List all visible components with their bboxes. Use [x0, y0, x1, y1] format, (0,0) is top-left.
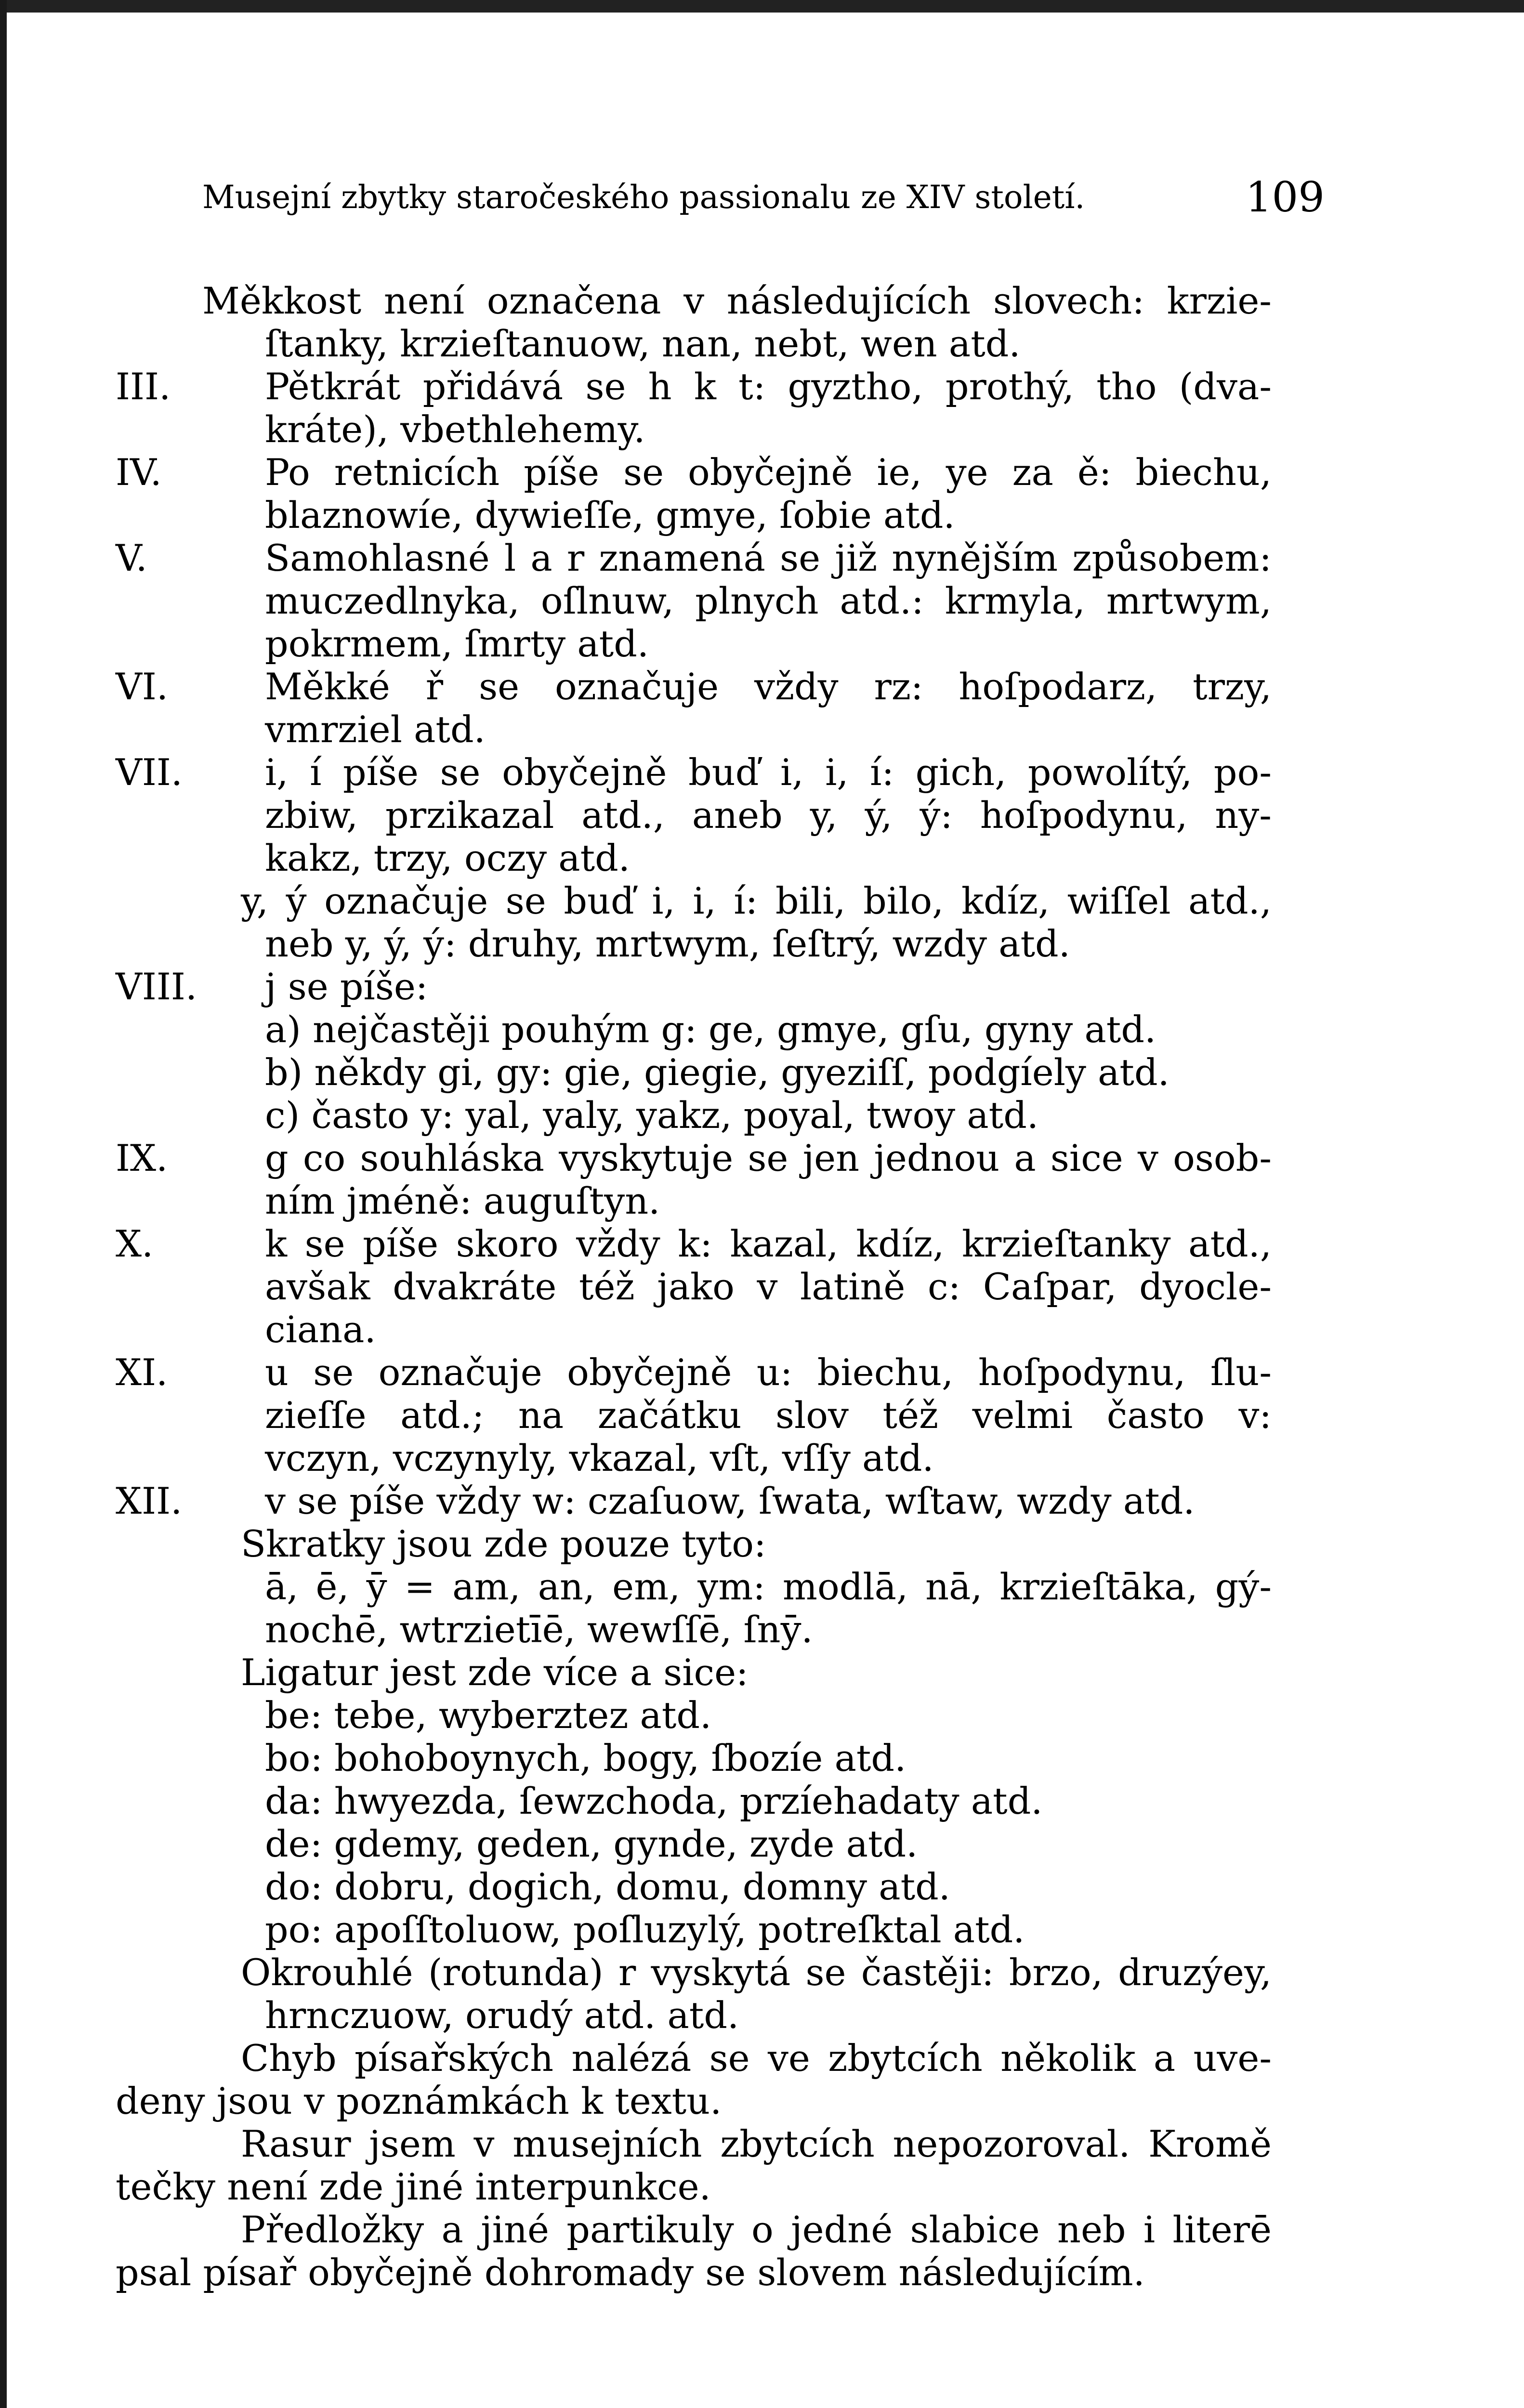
- section-number: VII.: [116, 751, 183, 794]
- line-text: po: apoſſtoluow, poſluzylý, potreſktal atd.: [265, 1908, 1025, 1951]
- line-text: kráte), vbethlehemy.: [265, 408, 645, 451]
- text-line: [116, 1137, 1272, 1179]
- line-text: i, í píše se obyčejně buď i, i, í: gich, powolítý, po-: [265, 751, 1272, 794]
- section-number: V.: [116, 537, 147, 579]
- text-line: [116, 537, 1272, 579]
- page-edge-left: [0, 0, 7, 2408]
- line-text: Předložky a jiné partikuly o jedné slabice neb i literē: [241, 2208, 1272, 2251]
- line-text: k se píše skoro vždy k: kazal, kdíz, krzieſtanky atd.,: [265, 1222, 1272, 1265]
- line-text: Ligatur jest zde více a sice:: [241, 1651, 749, 1694]
- line-text: tečky není zde jiné interpunkce.: [116, 2165, 711, 2208]
- text-line: [116, 2165, 1272, 2208]
- text-line: [116, 2080, 1272, 2122]
- section-number: XI.: [116, 1351, 168, 1394]
- line-text: v se píše vždy w: czaſuow, ſwata, wſtaw, wzdy atd.: [265, 1479, 1195, 1522]
- line-text: ſtanky, krzieſtanuow, nan, nebt, wen atd.: [265, 322, 1021, 365]
- text-line: [116, 1308, 1272, 1351]
- line-text: Měkkost není označena v následujících slovech: krzie-: [202, 279, 1272, 322]
- line-text: ciana.: [265, 1308, 376, 1351]
- line-text: vmrziel atd.: [265, 708, 486, 751]
- page-edge-top: [0, 0, 1524, 13]
- text-line: [116, 2208, 1272, 2251]
- text-line: [116, 922, 1272, 965]
- line-text: de: gdemy, geden, gynde, zyde atd.: [265, 1822, 918, 1865]
- text-line: [116, 1865, 1272, 1908]
- line-text: Rasur jsem v musejních zbytcích nepozoroval. Kromě: [241, 2122, 1272, 2165]
- text-line: [116, 1565, 1272, 1608]
- text-line: [116, 751, 1272, 794]
- line-text: hrnczuow, orudý atd. atd.: [265, 1994, 739, 2037]
- text-line: [116, 2122, 1272, 2165]
- text-line: [116, 1479, 1272, 1522]
- line-text: j se píše:: [265, 965, 428, 1008]
- text-line: [116, 1051, 1272, 1094]
- line-text: Pětkrát přidává se h k t: gyztho, prothý, tho (dva-: [265, 365, 1272, 408]
- text-line: [116, 665, 1272, 708]
- text-line: [116, 2037, 1272, 2080]
- text-line: [116, 2251, 1272, 2294]
- line-text: pokrmem, ſmrty atd.: [265, 622, 649, 665]
- text-line: [116, 408, 1272, 451]
- line-text: ā, ē, ȳ = am, an, em, ym: modlā, nā, krzieſtāka, gý-: [265, 1565, 1272, 1608]
- line-text: neb y, ý, ý: druhy, mrtwym, ſeſtrý, wzdy atd.: [265, 922, 1070, 965]
- running-title: Musejní zbytky staročeského passionalu ze XIV století.: [202, 179, 1085, 216]
- text-line: [116, 794, 1272, 837]
- line-text: g co souhláska vyskytuje se jen jednou a sice v osob-: [265, 1137, 1272, 1179]
- line-text: Skratky jsou zde pouze tyto:: [241, 1522, 766, 1565]
- line-text: nochē, wtrzietīē, wewſſē, ſnȳ.: [265, 1608, 813, 1651]
- line-text: a) nejčastěji pouhým g: ge, gmye, gſu, gyny atd.: [265, 1008, 1156, 1051]
- text-line: [116, 1394, 1272, 1437]
- line-text: Samohlasné l a r znamená se již nynějším způsobem:: [265, 537, 1272, 579]
- section-number: X.: [116, 1222, 154, 1265]
- text-line: [116, 1222, 1272, 1265]
- text-line: [116, 837, 1272, 879]
- text-line: [116, 322, 1272, 365]
- text-line: [116, 708, 1272, 751]
- line-text: blaznowíe, dywieſſe, gmye, ſobie atd.: [265, 494, 955, 537]
- text-line: [116, 1179, 1272, 1222]
- text-line: [116, 1651, 1272, 1694]
- text-line: [116, 1265, 1272, 1308]
- text-line: [116, 1094, 1272, 1137]
- text-line: [116, 879, 1272, 922]
- line-text: u se označuje obyčejně u: biechu, hoſpodynu, ſlu-: [265, 1351, 1272, 1394]
- text-line: [116, 1522, 1272, 1565]
- line-text: muczedlnyka, oſlnuw, plnych atd.: krmyla, mrtwym,: [265, 579, 1272, 622]
- text-line: [116, 1780, 1272, 1822]
- line-text: Po retnicích píše se obyčejně ie, ye za ě: biechu,: [265, 451, 1272, 494]
- text-line: [116, 1908, 1272, 1951]
- line-text: zieſſe atd.; na začátku slov též velmi často v:: [265, 1394, 1272, 1437]
- line-text: deny jsou v poznámkách k textu.: [116, 2080, 722, 2122]
- text-line: [116, 965, 1272, 1008]
- text-line: [116, 1351, 1272, 1394]
- line-text: da: hwyezda, ſewzchoda, przíehadaty atd.: [265, 1780, 1043, 1822]
- line-text: do: dobru, dogich, domu, domny atd.: [265, 1865, 950, 1908]
- text-line: [116, 1008, 1272, 1051]
- text-line: [116, 1994, 1272, 2037]
- line-text: Chyb písařských nalézá se ve zbytcích několik a uve-: [241, 2037, 1272, 2080]
- section-number: XII.: [116, 1479, 183, 1522]
- line-text: b) někdy gi, gy: gie, giegie, gyeziſſ, podgíely atd.: [265, 1051, 1169, 1094]
- text-line: [116, 1608, 1272, 1651]
- line-text: c) často y: yal, yaly, yakz, poyal, twoy atd.: [265, 1094, 1039, 1137]
- line-text: Měkké ř se označuje vždy rz: hoſpodarz, trzy,: [265, 665, 1272, 708]
- text-line: [116, 1694, 1272, 1737]
- section-number: VI.: [116, 665, 169, 708]
- page-body: [116, 279, 1272, 2294]
- text-line: [116, 622, 1272, 665]
- text-line: [116, 494, 1272, 537]
- line-text: kakz, trzy, oczy atd.: [265, 837, 630, 879]
- section-number: IV.: [116, 451, 162, 494]
- section-number: VIII.: [116, 965, 197, 1008]
- line-text: avšak dvakráte též jako v latině c: Caſpar, dyocle-: [265, 1265, 1272, 1308]
- text-line: [116, 365, 1272, 408]
- line-text: y, ý označuje se buď i, i, í: bili, bilo, kdíz, wiſſel atd.,: [241, 879, 1272, 922]
- text-line: [116, 1737, 1272, 1780]
- line-text: zbiw, przikazal atd., aneb y, ý, ý: hoſpodynu, ny-: [265, 794, 1272, 837]
- line-text: bo: bohoboynych, bogy, ſbozíe atd.: [265, 1737, 907, 1780]
- line-text: vczyn, vczynyly, vkazal, vſt, vſſy atd.: [265, 1437, 934, 1479]
- text-line: [116, 1822, 1272, 1865]
- line-text: psal písař obyčejně dohromady se slovem následujícím.: [116, 2251, 1145, 2294]
- text-line: [116, 451, 1272, 494]
- page-number: 109: [1245, 173, 1325, 222]
- section-number: III.: [116, 365, 171, 408]
- text-line: [116, 1437, 1272, 1479]
- line-text: be: tebe, wyberztez atd.: [265, 1694, 712, 1737]
- section-number: IX.: [116, 1137, 168, 1179]
- line-text: ním jméně: auguſtyn.: [265, 1179, 660, 1222]
- text-line: [116, 279, 1272, 322]
- text-line: [116, 1951, 1272, 1994]
- text-line: [116, 579, 1272, 622]
- line-text: Okrouhlé (rotunda) r vyskytá se častěji: brzo, druzýey,: [241, 1951, 1272, 1994]
